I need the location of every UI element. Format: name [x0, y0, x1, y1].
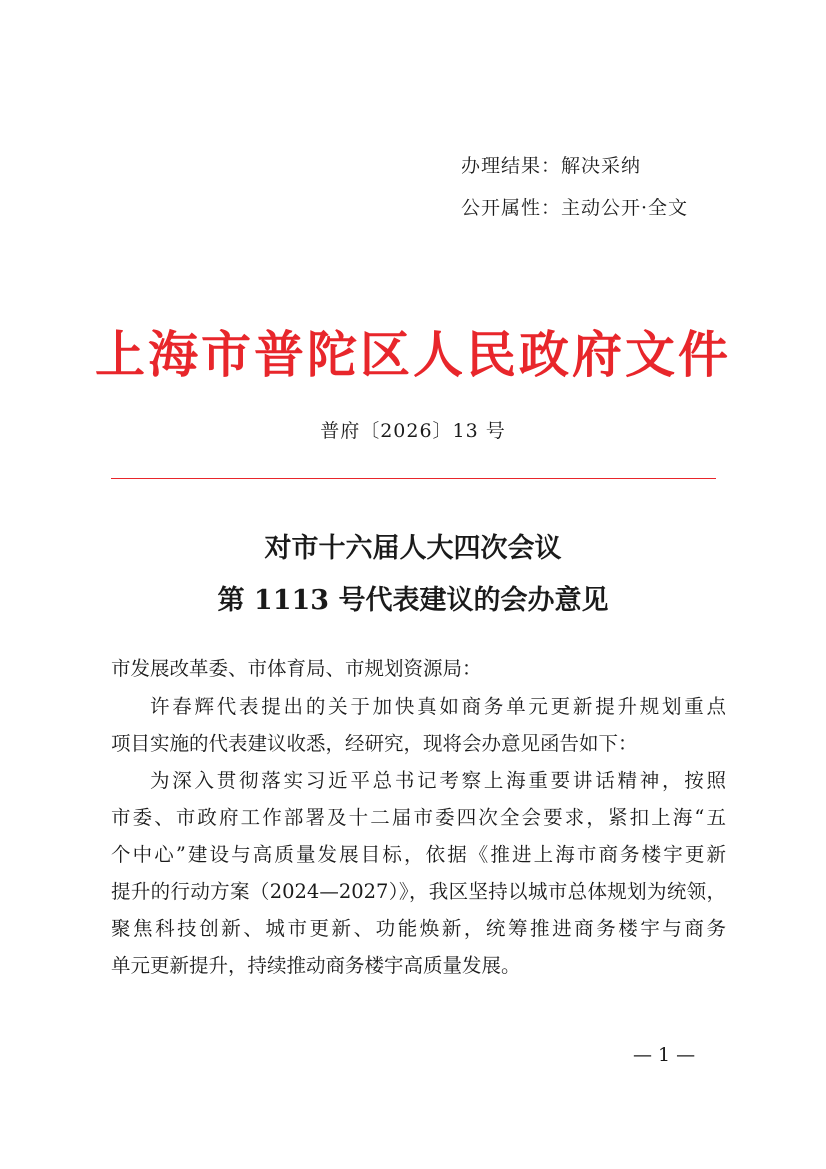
- red-divider-line: [111, 478, 716, 479]
- disclosure-attribute: 公开属性：主动公开·全文: [461, 197, 689, 219]
- paragraph-line: 个中心”建设与高质量发展目标，依据《推进上海市商务楼宇更新: [111, 843, 726, 866]
- document-title-line-2: 第 1113 号代表建议的会办意见: [217, 585, 609, 616]
- document-title-line-1: 对市十六届人大四次会议: [264, 533, 562, 564]
- handling-result: 办理结果：解决采纳: [461, 155, 642, 177]
- paragraph-line: 许春辉代表提出的关于加快真如商务单元更新提升规划重点: [150, 695, 726, 718]
- paragraph-line: 提升的行动方案（2024—2027）》，我区坚持以城市总体规划为统领，: [111, 880, 726, 903]
- paragraph-line: 项目实施的代表建议收悉，经研究，现将会办意见函告如下：: [111, 732, 638, 755]
- addressee-line: 市发展改革委、市体育局、市规划资源局：: [111, 657, 482, 680]
- paragraph-line: 市委、市政府工作部署及十二届市委四次全会要求，紧扣上海“五: [111, 806, 726, 829]
- document-number: 普府〔2026〕13 号: [320, 420, 506, 442]
- addressee: [111, 650, 726, 687]
- page-number: — 1 —: [633, 1044, 696, 1066]
- paragraph-line: 单元更新提升，持续推动商务楼宇高质量发展。: [111, 954, 521, 977]
- paragraph-1: [111, 688, 726, 762]
- paragraph-line: 为深入贯彻落实习近平总书记考察上海重要讲话精神，按照: [150, 769, 726, 792]
- paragraph-2: [111, 762, 726, 984]
- document-masthead: 上海市普陀区人民政府文件: [95, 325, 731, 384]
- paragraph-line: 聚焦科技创新、城市更新、功能焕新，统筹推进商务楼宇与商务: [111, 917, 726, 940]
